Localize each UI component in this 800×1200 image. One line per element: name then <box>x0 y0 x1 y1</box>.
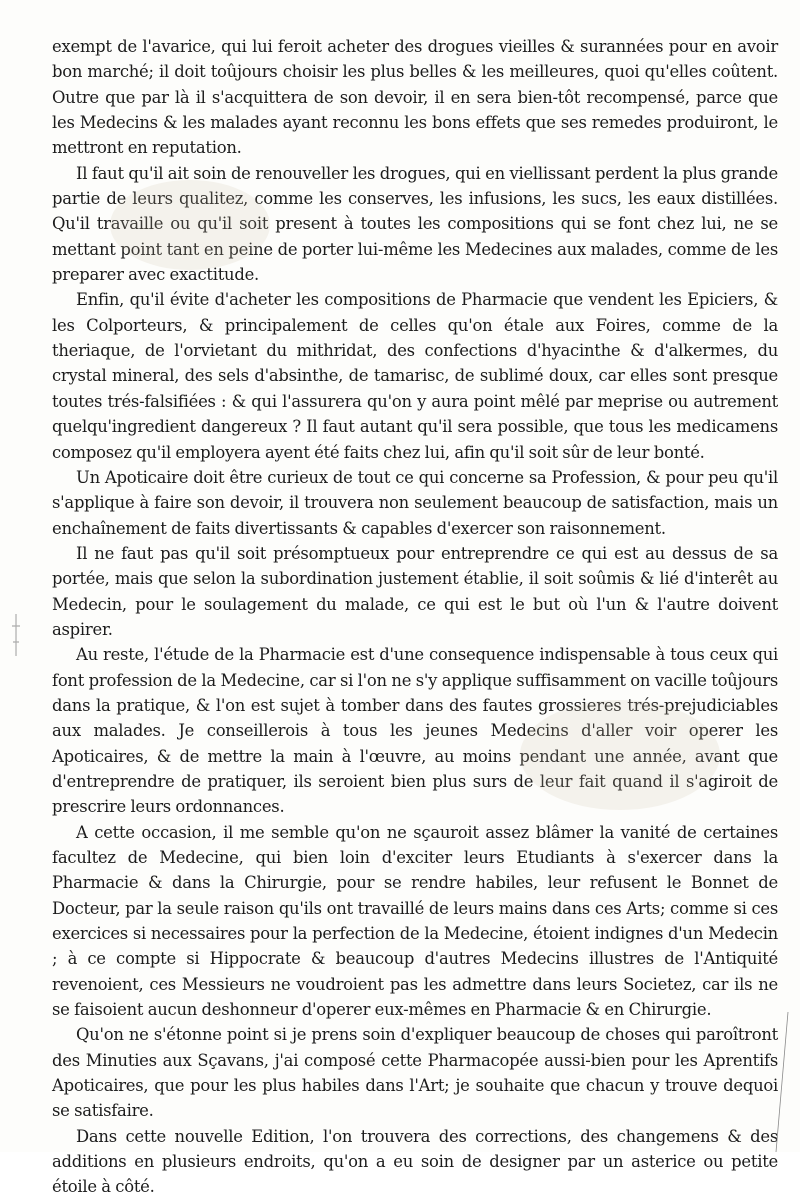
paragraph-1: exempt de l'avarice, qui lui feroit acheter des drogues vieilles & surannées pour en avoir bon marché; il doit toûjours choisir les plus belles & les meilleures, quoi qu'elles coûtent. Outre que par là il s'acquittera de son devoir, il en sera bien-tôt recompensé, parce que les Medecins & les malades ayant reconnu les bons effets que ses remedes produiront, le mettront en reputation. <box>52 37 778 158</box>
margin-ink-mark <box>10 612 22 658</box>
paragraph-9: Dans cette nouvelle Edition, l'on trouvera des corrections, des changemens & des additions en plusieurs endroits, qu'on a eu soin de designer par un asterice ou petite étoile à côté. <box>52 1126 778 1197</box>
paragraph-2: Il faut qu'il ait soin de renouveller les drogues, qui en viellissant perdent la plus grande partie de leurs qualitez, comme les conserves, les infusions, les sucs, les eaux distillées. Qu'il travaille ou qu'il soit present à toutes les compositions qui se font chez lui, ne se mettant point tant en peine de porter lui-même les Medecines aux malades, comme de les preparer avec exactitude. <box>52 163 778 285</box>
paragraph-6: Au reste, l'étude de la Pharmacie est d'une consequence indispensable à tous ceux qui font profession de la Medecine, car si l'on ne s'y applique suffisamment on vacille toûjours dans la pratique, & l'on est sujet à tomber dans des fautes grossieres trés-prejudiciables aux malades. Je conseillerois à tous les jeunes Medecins d'aller voir operer les Apoticaires, & de mettre la main à l'œuvre, au moins pendant une année, avant que d'entreprendre de pratiquer, ils seroient bien plus surs de leur fait quand il s'agiroit de prescrire leurs ordonnances. <box>52 645 778 817</box>
paragraph-8: Qu'on ne s'étonne point si je prens soin d'expliquer beaucoup de choses qui paroîtront des Minuties aux Sçavans, j'ai composé cette Pharmacopée aussi-bien pour les Aprentifs Apoticaires, que pour les plus habiles dans l'Art; je souhaite que chacun y trouve dequoi se satisfaire. <box>52 1025 778 1121</box>
paragraph-3: Enfin, qu'il évite d'acheter les compositions de Pharmacie que vendent les Epiciers, & les Colporteurs, & principalement de celles qu'on étale aux Foires, comme de la theriaque, de l'orvietant du mithridat, des confections d'hyacinthe & d'alkermes, du crystal mineral, des sels d'absinthe, de tamarisc, de sublimé doux, car elles sont presque toutes trés-falsifiées : & qui l'assurera qu'on y aura point mêlé par meprise ou autrement quelqu'ingredient dangereux ? Il faut autant qu'il sera possible, que tous les medicamens composez qu'il employera ayent été faits chez lui, afin qu'il soit sûr de leur bonté. <box>52 290 778 462</box>
paper-stain <box>520 700 720 810</box>
page-edge-line <box>736 1012 796 1152</box>
paper-stain <box>110 180 270 270</box>
paragraph-7: A cette occasion, il me semble qu'on ne sçauroit assez blâmer la vanité de certaines facultez de Medecine, qui bien loin d'exciter leurs Etudiants à s'exercer dans la Pharmacie & dans la Chirurgie, pour se rendre habiles, leur refusent le Bonnet de Docteur, par la seule raison qu'ils ont travaillé de leurs mains dans ces Arts; comme si ces exercices si necessaires pour la perfection de la Medecine, étoient indignes d'un Medecin ; à ce compte si Hippocrate & beaucoup d'autres Medecins illustres de l'Antiquité revenoient, ces Messieurs ne voudroient pas les admettre dans leurs Societez, car ils ne se faisoient aucun deshonneur d'operer eux-mêmes en Pharmacie & en Chirurgie. <box>52 822 778 1020</box>
paragraph-4: Un Apoticaire doit être curieux de tout ce qui concerne sa Profession, & pour peu qu'il s'applique à faire son devoir, il trouvera non seulement beaucoup de satisfaction, mais un enchaînement de faits divertissants & capables d'exercer son raisonnement. <box>52 467 778 538</box>
paragraph-5: Il ne faut pas qu'il soit présomptueux pour entreprendre ce qui est au dessus de sa portée, mais que selon la subordination justement établie, il soit soûmis & lié d'interêt au Medecin, pour le soulagement du malade, ce qui est le but où l'un & l'autre doivent aspirer. <box>52 543 778 639</box>
